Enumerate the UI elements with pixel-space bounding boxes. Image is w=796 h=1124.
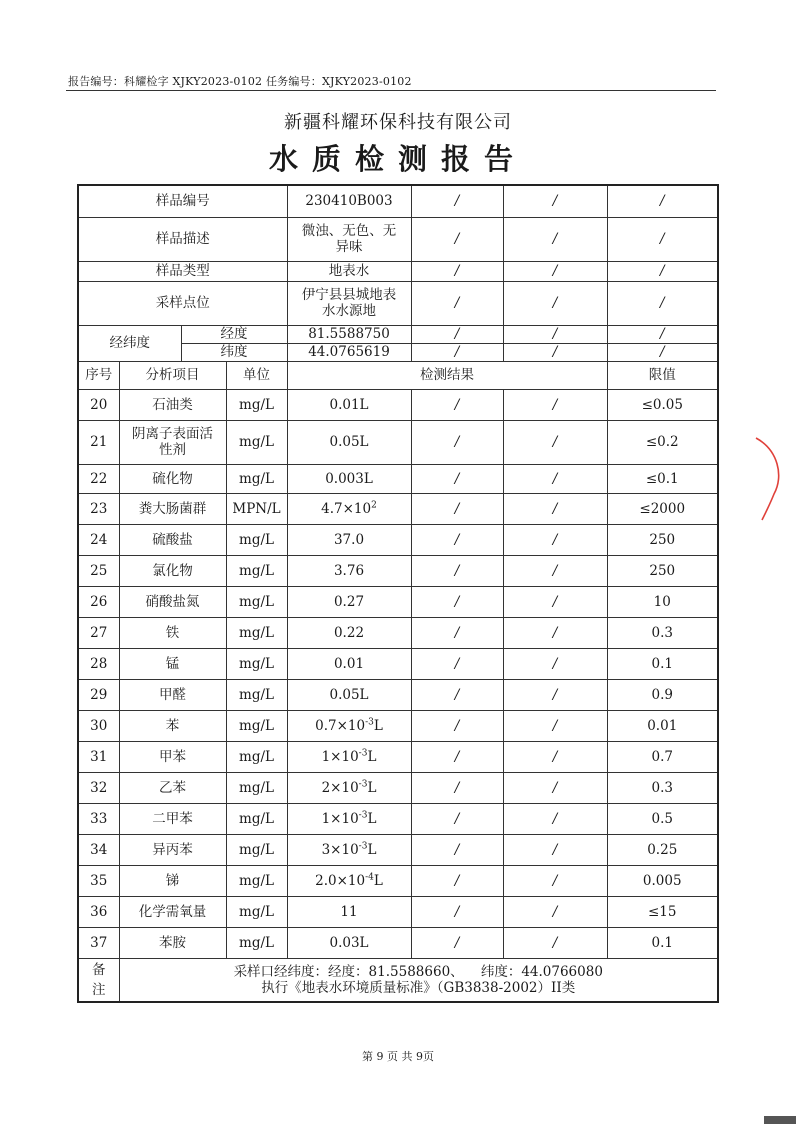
report-no: 科耀检字 XJKY2023-0102 [124,75,263,88]
row-result-2: / [411,834,503,865]
row-seq: 27 [78,617,119,648]
row-limit: 0.9 [607,679,718,710]
row-unit: mg/L [226,586,287,617]
result-base: 0.7×10 [315,717,366,734]
row-result-2: / [411,464,503,493]
row-sample-desc [78,217,718,261]
page-title: 水质检测报告 [268,142,527,176]
row-result-2: / [411,493,503,524]
remarks-line-1: 采样口经纬度：经度：81.5588660、 纬度：44.0766080 [233,963,603,980]
row-limit: ≤2000 [607,493,718,524]
result-exponent: 2 [371,500,377,510]
table-row [78,389,718,420]
result-exponent: -3 [358,748,368,758]
row-result-2: / [411,389,503,420]
row-sample-type [78,261,718,281]
task-no-label: 任务编号： [265,75,322,88]
table-row [78,865,718,896]
row-result: 0.03L [287,927,411,958]
sample-type-value-3: / [503,261,607,281]
row-result-3: / [503,772,607,803]
row-result-3: / [503,710,607,741]
row-result-2: / [411,617,503,648]
row-result-3: / [503,617,607,648]
row-unit: mg/L [226,896,287,927]
report-no-label: 报告编号： [68,75,124,88]
row-seq: 26 [78,586,119,617]
row-unit: mg/L [226,927,287,958]
row-seq: 24 [78,524,119,555]
row-limit: 250 [607,555,718,586]
row-result [287,865,411,896]
row-item: 粪大肠菌群 [119,493,226,524]
sample-desc-value-3: / [503,217,607,261]
sample-id-value: 230410B003 [287,185,411,217]
row-item: 硫化物 [119,464,226,493]
row-unit: mg/L [226,741,287,772]
row-unit: mg/L [226,389,287,420]
row-limit: 0.3 [607,772,718,803]
row-unit: mg/L [226,803,287,834]
row-result-3: / [503,679,607,710]
result-suffix: L [367,841,377,858]
row-seq: 32 [78,772,119,803]
sample-site-value-4: / [607,281,718,325]
latitude-label: 纬度 [181,343,287,361]
table-row [78,710,718,741]
result-base: 3×10 [321,841,359,858]
row-result-2: / [411,679,503,710]
coords-label: 经纬度 [78,325,181,361]
sample-site-label: 采样点位 [78,281,287,325]
sample-id-value-4: / [607,185,718,217]
sample-type-value-2: / [411,261,503,281]
remarks-row [78,958,718,1002]
row-item: 铁 [119,617,226,648]
row-item: 锑 [119,865,226,896]
row-limit: 0.1 [607,927,718,958]
row-result: 0.01L [287,389,411,420]
table-row [78,927,718,958]
result-base: 1×10 [321,748,359,765]
table-row [78,896,718,927]
row-result-3: / [503,586,607,617]
row-seq: 36 [78,896,119,927]
row-limit: 0.7 [607,741,718,772]
row-result-2: / [411,648,503,679]
sample-site-value-3: / [503,281,607,325]
table-row [78,679,718,710]
result-suffix: L [367,810,377,827]
result-exponent: -4 [365,872,374,882]
sample-desc-label: 样品描述 [78,217,287,261]
remarks-label [78,958,119,1002]
row-item: 苯 [119,710,226,741]
row-item: 化学需氧量 [119,896,226,927]
row-result-3: / [503,927,607,958]
sample-site-value: 伊宁县县城地表水水源地 [287,281,411,325]
row-unit: mg/L [226,710,287,741]
remarks-line-2: 执行《地表水环境质量标准》（GB3838-2002）II类 [261,979,576,996]
row-result: 0.05L [287,679,411,710]
scan-edge-mark [764,1116,796,1124]
row-item: 硫酸盐 [119,524,226,555]
row-longitude [78,325,718,343]
row-unit: mg/L [226,524,287,555]
row-item: 甲醛 [119,679,226,710]
table-row [78,464,718,493]
row-result-2: / [411,420,503,464]
result-base: 2.0×10 [315,872,366,889]
row-limit: ≤0.2 [607,420,718,464]
result-suffix: L [373,872,383,889]
row-unit: mg/L [226,555,287,586]
row-sample-id [78,185,718,217]
row-seq: 25 [78,555,119,586]
row-result-3: / [503,389,607,420]
table-row [78,524,718,555]
row-item: 异丙苯 [119,834,226,865]
row-seq: 35 [78,865,119,896]
row-result: 0.01 [287,648,411,679]
row-result-2: / [411,803,503,834]
row-limit: 0.3 [607,617,718,648]
row-limit: 0.25 [607,834,718,865]
latitude-value-4: / [607,343,718,361]
row-limit: 250 [607,524,718,555]
longitude-value-4: / [607,325,718,343]
row-result-2: / [411,524,503,555]
longitude-label: 经度 [181,325,287,343]
table-row [78,772,718,803]
col-result: 检测结果 [287,361,607,389]
row-result [287,710,411,741]
row-seq: 30 [78,710,119,741]
longitude-value-2: / [411,325,503,343]
row-result-2: / [411,865,503,896]
col-seq: 序号 [78,361,119,389]
row-seq: 31 [78,741,119,772]
row-unit: mg/L [226,617,287,648]
row-result-3: / [503,865,607,896]
row-item: 乙苯 [119,772,226,803]
row-result-2: / [411,772,503,803]
result-exponent: -3 [358,810,368,820]
row-limit: ≤0.1 [607,464,718,493]
row-result [287,493,411,524]
row-item: 石油类 [119,389,226,420]
sample-type-label: 样品类型 [78,261,287,281]
company-name: 新疆科耀环保科技有限公司 [284,112,512,133]
row-result-2: / [411,927,503,958]
row-result-2: / [411,710,503,741]
table-row [78,493,718,524]
row-result-3: / [503,555,607,586]
result-base: 2×10 [321,779,359,796]
row-limit: 0.005 [607,865,718,896]
longitude-value: 81.5588750 [287,325,411,343]
header-divider [66,90,716,91]
row-result: 3.76 [287,555,411,586]
sample-id-label: 样品编号 [78,185,287,217]
latitude-value-3: / [503,343,607,361]
row-unit: mg/L [226,865,287,896]
row-result-3: / [503,524,607,555]
row-result-3: / [503,803,607,834]
row-item: 二甲苯 [119,803,226,834]
result-base: 1×10 [321,810,359,827]
col-limit: 限值 [607,361,718,389]
table-row [78,803,718,834]
row-result-2: / [411,896,503,927]
row-limit: 0.5 [607,803,718,834]
row-seq: 33 [78,803,119,834]
row-item: 硝酸盐氮 [119,586,226,617]
row-seq: 34 [78,834,119,865]
row-result: 0.003L [287,464,411,493]
row-seq: 29 [78,679,119,710]
row-unit: mg/L [226,464,287,493]
remarks-label-1: 备 [92,961,106,978]
row-unit: mg/L [226,420,287,464]
page-footer: 第 9 页 共 9页 [362,1050,434,1063]
row-seq: 20 [78,389,119,420]
table-row [78,586,718,617]
sample-desc-value: 微浊、无色、无异味 [287,217,411,261]
row-result-2: / [411,586,503,617]
row-unit: mg/L [226,679,287,710]
table-row [78,420,718,464]
result-suffix: L [367,779,377,796]
result-exponent: -3 [358,841,368,851]
row-result-3: / [503,834,607,865]
sample-site-value-2: / [411,281,503,325]
row-result-3: / [503,648,607,679]
table-row [78,834,718,865]
row-item: 甲苯 [119,741,226,772]
row-result [287,834,411,865]
table-row [78,617,718,648]
row-result [287,772,411,803]
row-result: 0.27 [287,586,411,617]
column-header-row [78,361,718,389]
sample-id-value-3: / [503,185,607,217]
row-result-3: / [503,420,607,464]
sample-desc-value-2: / [411,217,503,261]
row-limit: 10 [607,586,718,617]
table-row [78,648,718,679]
result-suffix: L [367,748,377,765]
row-result [287,803,411,834]
remarks-content [119,958,718,1002]
row-result: 37.0 [287,524,411,555]
row-seq: 23 [78,493,119,524]
latitude-value-2: / [411,343,503,361]
row-seq: 21 [78,420,119,464]
row-unit: mg/L [226,648,287,679]
col-unit: 单位 [226,361,287,389]
row-result-3: / [503,896,607,927]
row-limit: ≤15 [607,896,718,927]
task-no: XJKY2023-0102 [321,75,412,88]
sample-id-value-2: / [411,185,503,217]
row-limit: 0.1 [607,648,718,679]
table-row [78,741,718,772]
row-result-3: / [503,464,607,493]
row-result: 0.22 [287,617,411,648]
row-item: 氯化物 [119,555,226,586]
row-result-3: / [503,741,607,772]
row-seq: 37 [78,927,119,958]
result-exponent: -3 [365,717,374,727]
remarks-label-2: 注 [92,981,106,998]
row-item: 阴离子表面活性剂 [119,420,226,464]
row-result: 11 [287,896,411,927]
table-row [78,555,718,586]
row-unit: MPN/L [226,493,287,524]
row-item: 苯胺 [119,927,226,958]
sample-type-value: 地表水 [287,261,411,281]
row-result: 0.05L [287,420,411,464]
result-suffix: L [373,717,383,734]
row-sample-site [78,281,718,325]
row-limit: ≤0.05 [607,389,718,420]
row-result-2: / [411,555,503,586]
result-base: 4.7×10 [321,500,372,517]
col-item: 分析项目 [119,361,226,389]
sample-desc-value-4: / [607,217,718,261]
row-unit: mg/L [226,834,287,865]
longitude-value-3: / [503,325,607,343]
results-table [77,184,719,1003]
row-result-2: / [411,741,503,772]
row-limit: 0.01 [607,710,718,741]
red-check-mark [752,434,792,524]
sample-type-value-4: / [607,261,718,281]
row-result [287,741,411,772]
result-exponent: -3 [358,779,368,789]
row-seq: 22 [78,464,119,493]
latitude-value: 44.0765619 [287,343,411,361]
row-item: 锰 [119,648,226,679]
row-seq: 28 [78,648,119,679]
row-unit: mg/L [226,772,287,803]
report-header [68,73,412,89]
row-result-3: / [503,493,607,524]
